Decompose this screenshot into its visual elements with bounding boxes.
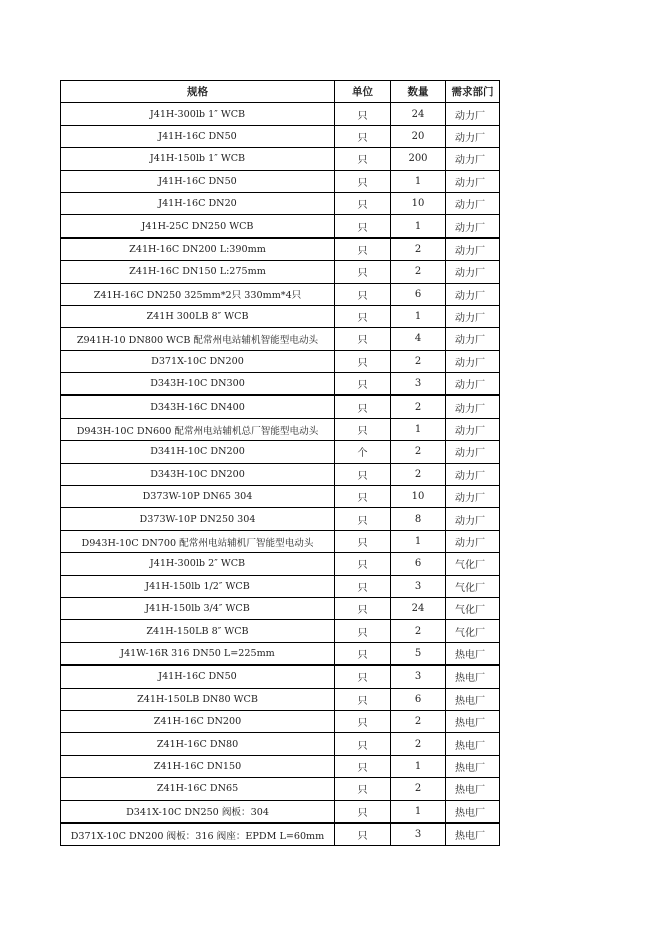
cell-dept: 动力厂	[446, 373, 500, 396]
cell-spec: D343H-10C DN200	[61, 463, 335, 485]
table-row	[61, 463, 500, 485]
cell-spec: Z41H-150LB DN80 WCB	[61, 688, 335, 710]
cell-qty: 1	[391, 800, 446, 823]
table-row	[61, 170, 500, 192]
cell-dept: 热电厂	[446, 800, 500, 823]
cell-qty: 2	[391, 350, 446, 372]
cell-dept: 动力厂	[446, 192, 500, 214]
cell-unit: 只	[335, 642, 391, 665]
table-row	[61, 665, 500, 688]
table-row	[61, 823, 500, 846]
cell-unit: 只	[335, 530, 391, 552]
cell-unit: 只	[335, 575, 391, 597]
cell-spec: Z941H-10 DN800 WCB 配常州电站辅机智能型电动头	[61, 328, 335, 350]
cell-qty: 6	[391, 553, 446, 575]
cell-dept: 动力厂	[446, 148, 500, 170]
cell-spec: Z41H-16C DN150	[61, 755, 335, 777]
table-row	[61, 261, 500, 283]
cell-qty: 24	[391, 103, 446, 125]
cell-spec: D371X-10C DN200 阀板：316 阀座：EPDM L=60mm	[61, 823, 335, 846]
table-row	[61, 508, 500, 530]
table-row	[61, 328, 500, 350]
cell-unit: 只	[335, 778, 391, 800]
table-row	[61, 148, 500, 170]
cell-unit: 只	[335, 553, 391, 575]
table-row	[61, 778, 500, 800]
cell-dept: 动力厂	[446, 328, 500, 350]
cell-qty: 1	[391, 170, 446, 192]
cell-dept: 动力厂	[446, 441, 500, 463]
cell-spec: J41H-16C DN20	[61, 192, 335, 214]
cell-spec: D373W-10P DN65 304	[61, 486, 335, 508]
cell-unit: 只	[335, 283, 391, 305]
cell-dept: 动力厂	[446, 261, 500, 283]
header-row	[61, 81, 500, 103]
cell-qty: 3	[391, 823, 446, 846]
table-row	[61, 530, 500, 552]
cell-qty: 1	[391, 215, 446, 238]
cell-unit: 只	[335, 125, 391, 147]
cell-spec: D343H-10C DN300	[61, 373, 335, 396]
table-row	[61, 283, 500, 305]
cell-unit: 只	[335, 486, 391, 508]
cell-dept: 动力厂	[446, 418, 500, 440]
cell-dept: 动力厂	[446, 238, 500, 261]
cell-unit: 只	[335, 733, 391, 755]
cell-spec: D943H-10C DN700 配常州电站辅机厂智能型电动头	[61, 530, 335, 552]
cell-qty: 2	[391, 463, 446, 485]
cell-qty: 3	[391, 575, 446, 597]
table-row	[61, 125, 500, 147]
cell-dept: 热电厂	[446, 710, 500, 732]
cell-qty: 2	[391, 733, 446, 755]
table-row	[61, 575, 500, 597]
cell-unit: 只	[335, 305, 391, 327]
cell-qty: 24	[391, 597, 446, 619]
cell-dept: 动力厂	[446, 486, 500, 508]
cell-unit: 只	[335, 800, 391, 823]
table-row	[61, 418, 500, 440]
cell-qty: 2	[391, 778, 446, 800]
cell-dept: 热电厂	[446, 778, 500, 800]
table-row	[61, 103, 500, 125]
header-unit: 单位	[335, 81, 391, 103]
cell-unit: 只	[335, 395, 391, 418]
header-qty: 数量	[391, 81, 446, 103]
valve-requirements-table	[60, 80, 500, 846]
table-row	[61, 305, 500, 327]
cell-qty: 1	[391, 530, 446, 552]
cell-qty: 5	[391, 642, 446, 665]
table-row	[61, 710, 500, 732]
cell-spec: J41H-150lb 1/2″ WCB	[61, 575, 335, 597]
cell-unit: 只	[335, 148, 391, 170]
table-row	[61, 486, 500, 508]
cell-unit: 只	[335, 823, 391, 846]
cell-spec: Z41H-16C DN65	[61, 778, 335, 800]
cell-qty: 10	[391, 486, 446, 508]
table-row	[61, 192, 500, 214]
cell-spec: Z41H-16C DN150 L:275mm	[61, 261, 335, 283]
cell-spec: J41H-300lb 1″ WCB	[61, 103, 335, 125]
cell-unit: 只	[335, 261, 391, 283]
cell-dept: 动力厂	[446, 463, 500, 485]
cell-spec: J41H-16C DN50	[61, 125, 335, 147]
cell-dept: 气化厂	[446, 575, 500, 597]
cell-dept: 热电厂	[446, 642, 500, 665]
table-row	[61, 238, 500, 261]
table-row	[61, 441, 500, 463]
cell-spec: J41W-16R 316 DN50 L=225mm	[61, 642, 335, 665]
cell-qty: 2	[391, 441, 446, 463]
cell-spec: D341H-10C DN200	[61, 441, 335, 463]
cell-qty: 10	[391, 192, 446, 214]
cell-qty: 1	[391, 755, 446, 777]
cell-dept: 热电厂	[446, 733, 500, 755]
cell-spec: Z41H-16C DN200 L:390mm	[61, 238, 335, 261]
cell-qty: 2	[391, 395, 446, 418]
cell-unit: 只	[335, 418, 391, 440]
cell-dept: 热电厂	[446, 755, 500, 777]
cell-unit: 只	[335, 215, 391, 238]
table-row	[61, 733, 500, 755]
cell-dept: 热电厂	[446, 665, 500, 688]
table-row	[61, 215, 500, 238]
cell-unit: 只	[335, 373, 391, 396]
cell-dept: 动力厂	[446, 283, 500, 305]
cell-qty: 3	[391, 665, 446, 688]
header-spec: 规格	[61, 81, 335, 103]
cell-dept: 动力厂	[446, 170, 500, 192]
table-row	[61, 553, 500, 575]
table-row	[61, 350, 500, 372]
cell-spec: D943H-10C DN600 配常州电站辅机总厂智能型电动头	[61, 418, 335, 440]
cell-qty: 1	[391, 418, 446, 440]
cell-spec: Z41H-16C DN80	[61, 733, 335, 755]
cell-dept: 热电厂	[446, 688, 500, 710]
cell-unit: 只	[335, 620, 391, 642]
cell-unit: 只	[335, 755, 391, 777]
table-body	[61, 103, 500, 846]
cell-dept: 气化厂	[446, 620, 500, 642]
cell-qty: 8	[391, 508, 446, 530]
cell-dept: 动力厂	[446, 305, 500, 327]
cell-spec: J41H-150lb 3/4″ WCB	[61, 597, 335, 619]
table-row	[61, 642, 500, 665]
cell-qty: 2	[391, 710, 446, 732]
table-row	[61, 395, 500, 418]
cell-spec: J41H-150lb 1″ WCB	[61, 148, 335, 170]
cell-spec: J41H-16C DN50	[61, 170, 335, 192]
cell-unit: 只	[335, 192, 391, 214]
cell-spec: Z41H-16C DN200	[61, 710, 335, 732]
cell-qty: 2	[391, 238, 446, 261]
cell-spec: Z41H-16C DN250 325mm*2只 330mm*4只	[61, 283, 335, 305]
cell-unit: 只	[335, 710, 391, 732]
cell-spec: D371X-10C DN200	[61, 350, 335, 372]
cell-spec: D341X-10C DN250 阀板：304	[61, 800, 335, 823]
cell-spec: J41H-25C DN250 WCB	[61, 215, 335, 238]
cell-dept: 动力厂	[446, 350, 500, 372]
cell-dept: 动力厂	[446, 508, 500, 530]
cell-qty: 4	[391, 328, 446, 350]
cell-qty: 20	[391, 125, 446, 147]
cell-qty: 6	[391, 688, 446, 710]
cell-dept: 动力厂	[446, 125, 500, 147]
cell-qty: 3	[391, 373, 446, 396]
table-row	[61, 755, 500, 777]
cell-unit: 只	[335, 508, 391, 530]
cell-qty: 2	[391, 620, 446, 642]
cell-unit: 个	[335, 441, 391, 463]
cell-dept: 热电厂	[446, 823, 500, 846]
cell-qty: 1	[391, 305, 446, 327]
cell-spec: D373W-10P DN250 304	[61, 508, 335, 530]
cell-unit: 只	[335, 665, 391, 688]
table-row	[61, 688, 500, 710]
table-row	[61, 800, 500, 823]
cell-qty: 200	[391, 148, 446, 170]
cell-dept: 动力厂	[446, 215, 500, 238]
cell-qty: 6	[391, 283, 446, 305]
table-row	[61, 597, 500, 619]
cell-spec: J41H-16C DN50	[61, 665, 335, 688]
table-row	[61, 373, 500, 396]
cell-unit: 只	[335, 103, 391, 125]
cell-unit: 只	[335, 238, 391, 261]
cell-dept: 动力厂	[446, 395, 500, 418]
header-dept: 需求部门	[446, 81, 500, 103]
cell-dept: 动力厂	[446, 530, 500, 552]
table-row	[61, 620, 500, 642]
cell-dept: 气化厂	[446, 553, 500, 575]
cell-spec: Z41H 300LB 8″ WCB	[61, 305, 335, 327]
cell-unit: 只	[335, 463, 391, 485]
cell-spec: J41H-300lb 2″ WCB	[61, 553, 335, 575]
cell-unit: 只	[335, 597, 391, 619]
cell-unit: 只	[335, 350, 391, 372]
cell-unit: 只	[335, 328, 391, 350]
cell-dept: 气化厂	[446, 597, 500, 619]
cell-qty: 2	[391, 261, 446, 283]
cell-spec: D343H-16C DN400	[61, 395, 335, 418]
cell-unit: 只	[335, 688, 391, 710]
cell-unit: 只	[335, 170, 391, 192]
cell-spec: Z41H-150LB 8″ WCB	[61, 620, 335, 642]
cell-dept: 动力厂	[446, 103, 500, 125]
